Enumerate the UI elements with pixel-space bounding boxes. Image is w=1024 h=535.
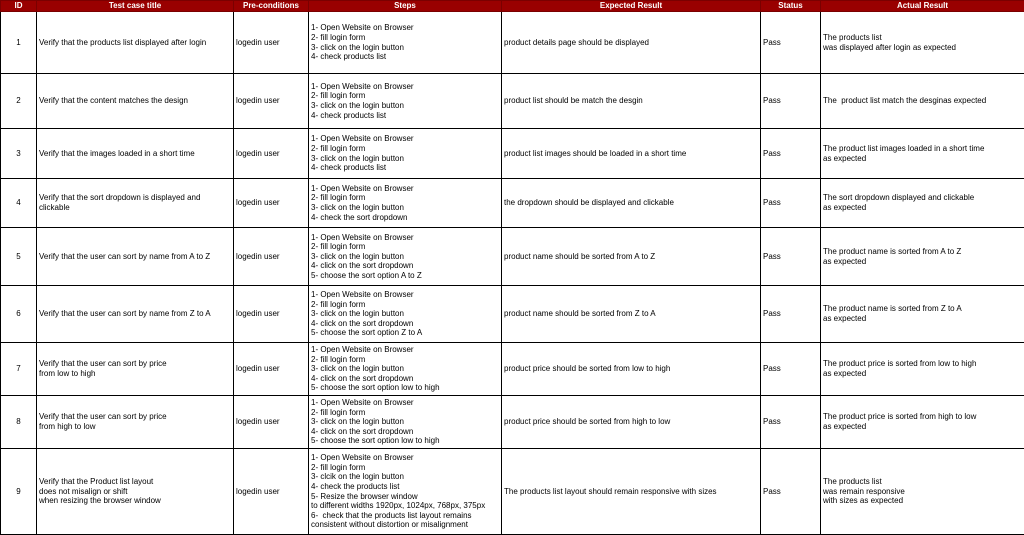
cell-expected[interactable]: product details page should be displayed <box>502 12 761 74</box>
cell-actual[interactable]: The product name is sorted from A to Z as expected <box>821 228 1024 286</box>
cell-title[interactable]: Verify that the user can sort by name from Z to A <box>37 286 234 343</box>
cell-status[interactable]: Pass <box>761 228 821 286</box>
cell-id[interactable]: 2 <box>1 74 37 129</box>
column-header-title[interactable]: Test case title <box>37 1 234 12</box>
cell-steps[interactable]: 1- Open Website on Browser 2- fill login form 3- click on the login button 4- check the sort dropdown <box>309 179 502 228</box>
cell-id[interactable]: 9 <box>1 449 37 535</box>
cell-title[interactable]: Verify that the user can sort by price from high to low <box>37 396 234 449</box>
cell-status[interactable]: Pass <box>761 179 821 228</box>
table-row <box>1 74 1024 129</box>
cell-id[interactable]: 3 <box>1 129 37 179</box>
cell-title[interactable]: Verify that the images loaded in a short time <box>37 129 234 179</box>
cell-steps[interactable]: 1- Open Website on Browser 2- fill login form 3- click on the login button 4- check products list <box>309 74 502 129</box>
cell-expected[interactable]: product price should be sorted from low to high <box>502 343 761 396</box>
cell-actual[interactable]: The product list match the desginas expected <box>821 74 1024 129</box>
table-row <box>1 179 1024 228</box>
cell-title[interactable]: Verify that the products list displayed after login <box>37 12 234 74</box>
cell-title[interactable]: Verify that the Product list layout does not misalign or shift when resizing the browser window <box>37 449 234 535</box>
cell-steps[interactable]: 1- Open Website on Browser 2- fill login form 3- clcik on the login button 4- check the products list 5- Resize the browser window to different widths 1920px, 1024px, 768px, 375px 6- check that the products list layout remains consistent without distortion or misalignment <box>309 449 502 535</box>
column-header-actual[interactable]: Actual Result <box>821 1 1024 12</box>
cell-title[interactable]: Verify that the user can sort by name from A to Z <box>37 228 234 286</box>
column-header-preconditions[interactable]: Pre-conditions <box>234 1 309 12</box>
cell-actual[interactable]: The products list was displayed after login as expected <box>821 12 1024 74</box>
cell-id[interactable]: 1 <box>1 12 37 74</box>
cell-actual[interactable]: The product price is sorted from low to high as expected <box>821 343 1024 396</box>
cell-expected[interactable]: product name should be sorted from A to Z <box>502 228 761 286</box>
cell-expected[interactable]: product name should be sorted from Z to A <box>502 286 761 343</box>
table-row <box>1 129 1024 179</box>
cell-steps[interactable]: 1- Open Website on Browser 2- fill login form 3- click on the login button 4- click on the sort dropdown 5- choose the sort option Z to A <box>309 286 502 343</box>
cell-status[interactable]: Pass <box>761 129 821 179</box>
cell-status[interactable]: Pass <box>761 396 821 449</box>
column-header-steps[interactable]: Steps <box>309 1 502 12</box>
cell-expected[interactable]: The products list layout should remain responsive with sizes <box>502 449 761 535</box>
cell-preconditions[interactable]: logedin user <box>234 12 309 74</box>
cell-status[interactable]: Pass <box>761 74 821 129</box>
cell-expected[interactable]: product list should be match the desgin <box>502 74 761 129</box>
cell-preconditions[interactable]: logedin user <box>234 286 309 343</box>
cell-actual[interactable]: The products list was remain responsive with sizes as expected <box>821 449 1024 535</box>
column-header-status[interactable]: Status <box>761 1 821 12</box>
cell-steps[interactable]: 1- Open Website on Browser 2- fill login form 3- click on the login button 4- check products list <box>309 12 502 74</box>
column-header-id[interactable]: ID <box>1 1 37 12</box>
cell-status[interactable]: Pass <box>761 449 821 535</box>
cell-expected[interactable]: product price should be sorted from high to low <box>502 396 761 449</box>
cell-preconditions[interactable]: logedin user <box>234 74 309 129</box>
table-row <box>1 396 1024 449</box>
table-row <box>1 286 1024 343</box>
cell-status[interactable]: Pass <box>761 343 821 396</box>
cell-steps[interactable]: 1- Open Website on Browser 2- fill login form 3- click on the login button 4- check products list <box>309 129 502 179</box>
cell-actual[interactable]: The product price is sorted from high to low as expected <box>821 396 1024 449</box>
cell-status[interactable]: Pass <box>761 286 821 343</box>
cell-actual[interactable]: The product name is sorted from Z to A as expected <box>821 286 1024 343</box>
cell-preconditions[interactable]: logedin user <box>234 179 309 228</box>
cell-status[interactable]: Pass <box>761 12 821 74</box>
cell-preconditions[interactable]: logedin user <box>234 396 309 449</box>
cell-preconditions[interactable]: logedin user <box>234 228 309 286</box>
cell-preconditions[interactable]: logedin user <box>234 129 309 179</box>
cell-id[interactable]: 5 <box>1 228 37 286</box>
cell-title[interactable]: Verify that the content matches the design <box>37 74 234 129</box>
cell-id[interactable]: 8 <box>1 396 37 449</box>
cell-preconditions[interactable]: logedin user <box>234 343 309 396</box>
cell-expected[interactable]: product list images should be loaded in a short time <box>502 129 761 179</box>
cell-actual[interactable]: The sort dropdown displayed and clickable as expected <box>821 179 1024 228</box>
cell-title[interactable]: Verify that the user can sort by price from low to high <box>37 343 234 396</box>
cell-steps[interactable]: 1- Open Website on Browser 2- fill login form 3- click on the login button 4- click on the sort dropdown 5- choose the sort option A to Z <box>309 228 502 286</box>
cell-id[interactable]: 6 <box>1 286 37 343</box>
cell-title[interactable]: Verify that the sort dropdown is displayed and clickable <box>37 179 234 228</box>
cell-id[interactable]: 7 <box>1 343 37 396</box>
cell-steps[interactable]: 1- Open Website on Browser 2- fill login form 3- click on the login button 4- click on the sort dropdown 5- choose the sort option low to high <box>309 396 502 449</box>
table-row <box>1 228 1024 286</box>
table-row <box>1 343 1024 396</box>
cell-expected[interactable]: the dropdown should be displayed and clickable <box>502 179 761 228</box>
header-row <box>1 1 1024 12</box>
column-header-expected[interactable]: Expected Result <box>502 1 761 12</box>
cell-preconditions[interactable]: logedin user <box>234 449 309 535</box>
cell-actual[interactable]: The product list images loaded in a short time as expected <box>821 129 1024 179</box>
table-row <box>1 12 1024 74</box>
table-row <box>1 449 1024 535</box>
cell-id[interactable]: 4 <box>1 179 37 228</box>
cell-steps[interactable]: 1- Open Website on Browser 2- fill login form 3- click on the login button 4- click on the sort dropdown 5- choose the sort option low to high <box>309 343 502 396</box>
